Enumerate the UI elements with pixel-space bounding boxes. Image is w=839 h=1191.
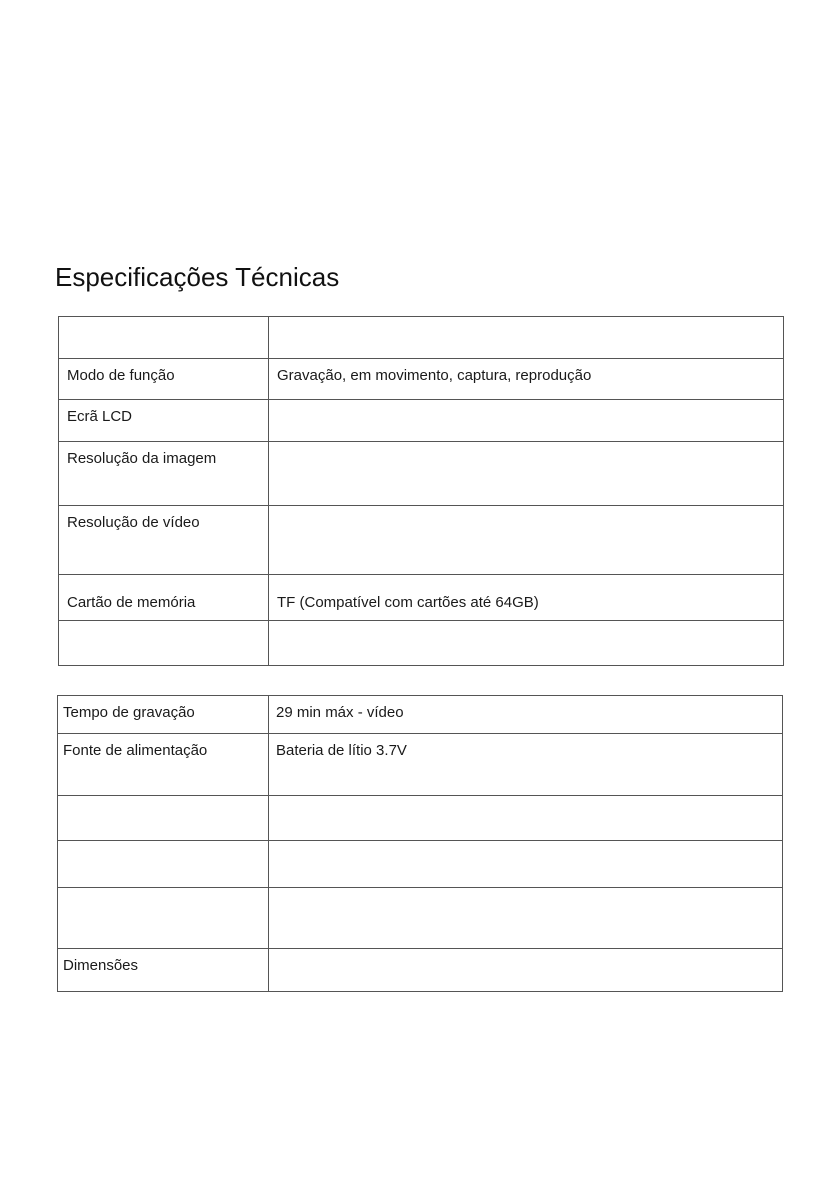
page-title: Especificações Técnicas [55,262,340,292]
spec-label-cell [59,317,269,359]
spec-label-cell [59,400,269,442]
table-row [58,888,783,949]
spec-label: Resolução da imagem [67,450,217,467]
spec-label [58,796,268,804]
spec-label: Tempo de gravação [63,704,195,721]
spec-label: Ecrã LCD [67,408,133,425]
spec-value [269,400,783,408]
spec-label: Fonte de alimentação [63,742,208,759]
spec-value-cell [269,506,784,575]
table-row [58,841,783,888]
spec-label-cell [58,949,269,992]
table-row [59,400,784,442]
spec-value: Bateria de lítio 3.7V [276,742,407,759]
spec-label-cell [59,575,269,621]
spec-value-cell [269,841,783,888]
spec-label: Dimensões [63,957,139,974]
spec-label [59,317,268,325]
spec-label [58,888,268,896]
table-row [59,359,784,400]
spec-label-cell [59,621,269,666]
spec-label-cell [58,796,269,841]
spec-table-2 [57,695,783,992]
spec-label [59,621,268,629]
table-row [59,442,784,506]
spec-table-1 [58,316,784,666]
spec-value: TF (Compatível com cartões até 64GB) [277,594,539,611]
spec-label-cell [58,888,269,949]
spec-label-cell [59,506,269,575]
spec-value-cell [269,442,784,506]
spec-value [269,621,783,629]
table-row [58,949,783,992]
spec-value-cell [269,621,784,666]
spec-value-cell [269,317,784,359]
table-row [58,796,783,841]
spec-label: Modo de função [67,367,175,384]
spec-value-cell [269,888,783,949]
table-row [58,734,783,796]
spec-value-cell [269,796,783,841]
spec-value-cell [269,734,783,796]
spec-value [269,796,782,804]
spec-value-cell [269,949,783,992]
spec-label-cell [58,841,269,888]
spec-label-cell [58,696,269,734]
spec-value: 29 min máx - vídeo [276,704,404,721]
spec-value [269,888,782,896]
spec-value [269,317,783,325]
spec-label-cell [58,734,269,796]
spec-value [269,506,783,514]
spec-label-cell [59,442,269,506]
spec-value [269,949,782,957]
table-row [59,317,784,359]
spec-value-cell [269,359,784,400]
table-row [58,696,783,734]
table-row [59,575,784,621]
spec-value [269,841,782,849]
spec-label: Cartão de memória [67,594,196,611]
table-row [59,621,784,666]
spec-value [269,442,783,450]
spec-value-cell [269,696,783,734]
spec-label-cell [59,359,269,400]
spec-value-cell [269,400,784,442]
spec-value: Gravação, em movimento, captura, reprodução [277,367,592,384]
spec-label [58,841,268,849]
spec-label: Resolução de vídeo [67,514,200,531]
table-row [59,506,784,575]
spec-value-cell [269,575,784,621]
